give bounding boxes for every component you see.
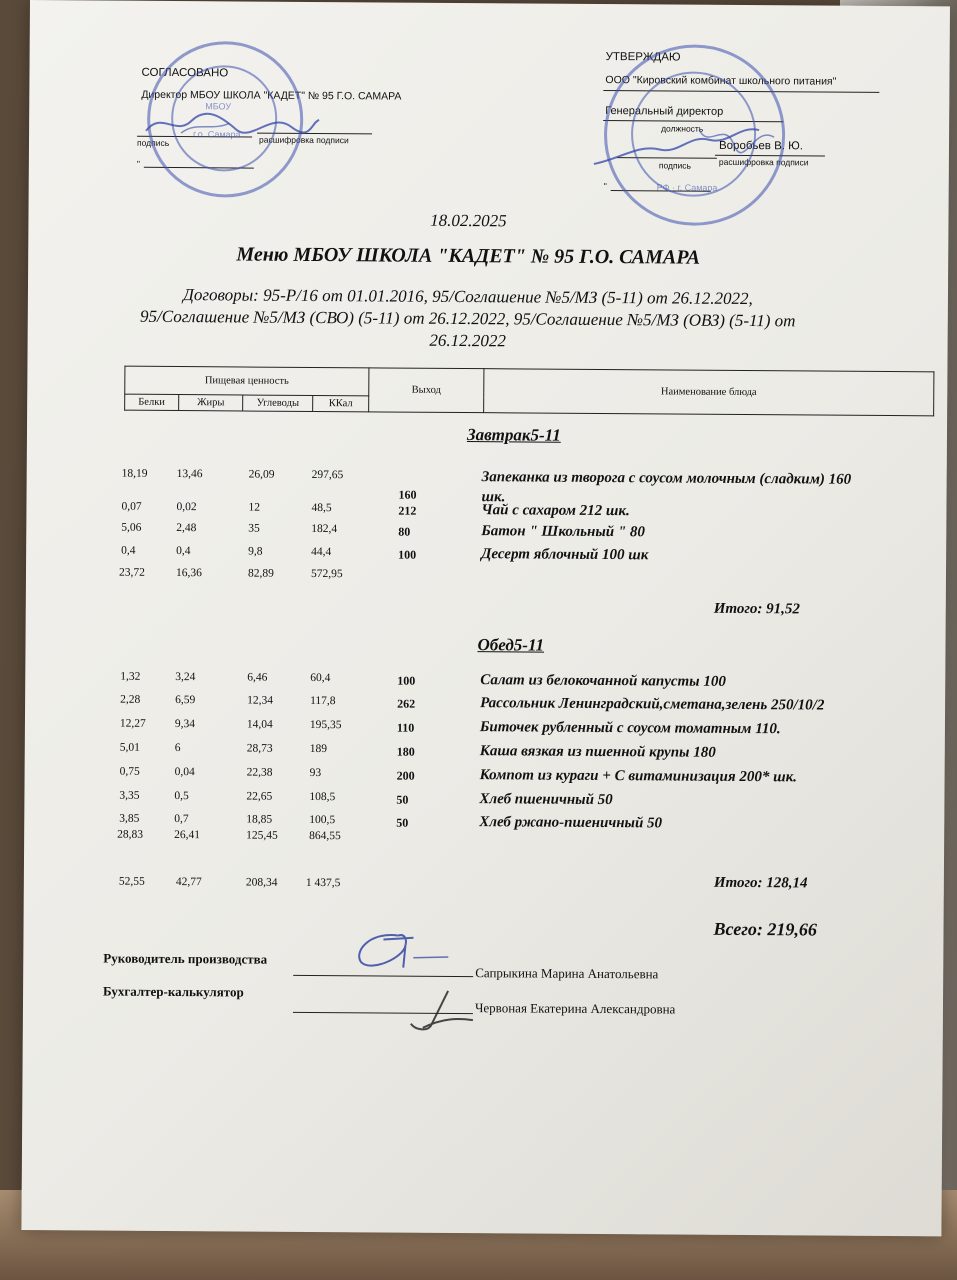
signature-role-2: Бухгалтер-калькулятор — [103, 983, 244, 1000]
cell-output: 100 — [397, 673, 416, 688]
cell-c: 14,04 — [246, 718, 273, 731]
contracts-line-3: 26.12.2022 — [429, 330, 506, 351]
breakfast-total: Итого: 91,52 — [713, 600, 800, 618]
cell-k: 195,35 — [309, 718, 342, 732]
cell-k: 60,4 — [310, 671, 331, 685]
sum-c: 125,45 — [246, 829, 278, 842]
output-header: Выход — [369, 368, 484, 413]
sum-c: 82,89 — [247, 567, 274, 580]
grand-kcal: 1 437,5 — [305, 876, 341, 890]
dish-name: Салат из белокочанной капусты 100 — [480, 672, 726, 690]
cell-f: 3,24 — [175, 671, 196, 684]
cell-output: 160 — [398, 487, 417, 502]
dish-name: Каша вязкая из пшенной крупы 180 — [479, 743, 716, 761]
col-protein: Белки — [125, 394, 179, 410]
cell-b: 0,4 — [121, 544, 136, 557]
approved-right-org: ООО "Кировский комбинат школьного питания" — [605, 74, 837, 88]
cell-f: 9,34 — [174, 718, 196, 731]
cell-f: 0,5 — [174, 790, 189, 803]
right-quote-mark: " — [603, 181, 607, 192]
grand-fat: 42,77 — [175, 876, 202, 889]
cell-k: 93 — [309, 766, 322, 780]
approved-left-position: Директор МБОУ ШКОЛА "КАДЕТ" № 95 Г.О. САМАРА — [141, 88, 402, 103]
cell-b: 3,35 — [119, 789, 140, 802]
dish-name-header: Наименование блюда — [484, 369, 934, 416]
cell-f: 0,4 — [176, 545, 191, 558]
cell-c: 35 — [248, 522, 260, 535]
signature-caption: подпись — [136, 137, 170, 148]
cell-b: 1,32 — [120, 670, 141, 683]
cell-f: 6 — [174, 742, 181, 755]
dish-name: Биточек рубленный с соусом томатным 110. — [479, 719, 781, 738]
lunch-title: Обед5-11 — [477, 635, 545, 655]
contracts-line-1: Договоры: 95-Р/16 от 01.01.2016, 95/Соглашение №5/МЗ (5-11) от 26.12.2022, — [183, 285, 753, 309]
dish-name: Запеканка из творога с соусом молочным (сладким) 160 — [481, 469, 852, 488]
sum-f: 16,36 — [175, 567, 202, 580]
cell-k: 100,5 — [309, 813, 336, 827]
stamp-left-text: МБОУ — [205, 101, 232, 112]
sum-b: 23,72 — [118, 566, 145, 579]
cell-b: 0,07 — [121, 500, 142, 513]
lunch-total: Итого: 128,14 — [713, 874, 808, 892]
decode-caption: расшифровка подписи — [258, 134, 349, 146]
cell-output: 80 — [398, 524, 411, 539]
cell-output: 110 — [396, 720, 415, 735]
cell-k: 44,4 — [311, 545, 332, 559]
dish-name: Батон " Школьный " 80 — [481, 523, 646, 541]
col-kcal: ККал — [313, 395, 369, 411]
page-title: Меню МБОУ ШКОЛА "КАДЕТ" № 95 Г.О. САМАРА — [236, 243, 701, 269]
signature-scribble-left — [141, 101, 321, 147]
approved-right-heading: УТВЕРЖДАЮ — [605, 51, 681, 64]
cell-c: 9,8 — [248, 545, 263, 558]
sum-k: 864,55 — [309, 829, 341, 843]
contracts-line-2: 95/Соглашение №5/МЗ (СВО) (5-11) от 26.12.2022, 95/Соглашение №5/МЗ (ОВЗ) (5-11) от — [140, 306, 796, 331]
menu-document — [21, 0, 950, 1236]
approved-right-name: Воробьев В. Ю. — [718, 139, 804, 153]
cell-k: 108,5 — [309, 790, 336, 804]
cell-b: 2,28 — [120, 693, 141, 706]
cell-f: 0,7 — [174, 813, 189, 826]
cell-b: 3,85 — [119, 812, 140, 825]
cell-b: 12,27 — [119, 717, 146, 730]
breakfast-title: Завтрак5-11 — [466, 425, 561, 445]
sum-k: 572,95 — [310, 567, 343, 581]
cell-k: 182,4 — [311, 522, 338, 536]
cell-c: 12,34 — [247, 694, 274, 707]
grand-carbs: 208,34 — [245, 876, 278, 889]
cell-k: 117,8 — [310, 694, 336, 708]
cell-output: 200 — [396, 768, 415, 783]
cell-f: 2,48 — [176, 522, 197, 535]
cell-c: 12 — [248, 501, 261, 514]
grand-protein: 52,55 — [118, 875, 145, 888]
dish-name: Рассольник Ленинградский,сметана,зелень 250/10/2 — [480, 695, 825, 714]
cell-f: 6,59 — [175, 694, 196, 707]
sum-f: 26,41 — [174, 829, 201, 842]
cell-b: 18,19 — [121, 467, 148, 480]
cell-k: 189 — [309, 742, 328, 756]
grand-total: Всего: 219,66 — [713, 918, 817, 940]
dish-name: Хлеб пшеничный 50 — [479, 791, 613, 809]
signature-line-1 — [293, 975, 473, 977]
cell-k: 48,5 — [311, 501, 332, 515]
dish-name: Компот из кураги + С витаминизация 200* шк. — [479, 767, 798, 786]
cell-output: 100 — [398, 547, 417, 562]
signature-scribble-right — [589, 114, 789, 175]
dish-name: Десерт яблочный 100 шк — [481, 546, 649, 564]
quote-mark: " — [136, 158, 140, 169]
handwritten-signature-2 — [403, 988, 483, 1039]
cell-output: 212 — [398, 503, 417, 518]
cell-output: 50 — [396, 815, 409, 830]
cell-output: 50 — [396, 792, 409, 807]
approved-left-heading: СОГЛАСОВАНО — [141, 66, 229, 80]
cell-output: 262 — [397, 696, 416, 711]
cell-c: 18,85 — [246, 813, 273, 826]
col-fat: Жиры — [178, 395, 243, 411]
cell-b: 5,01 — [119, 741, 140, 754]
cell-b: 0,75 — [119, 765, 140, 778]
signature-name-2: Червоная Екатерина Александровна — [474, 1000, 676, 1017]
cell-f: 13,46 — [176, 468, 203, 481]
signature-role-1: Руководитель производства — [103, 950, 268, 967]
cell-f: 0,04 — [174, 766, 195, 779]
nutrition-header: Пищевая ценность — [125, 366, 369, 396]
table-header — [124, 366, 934, 417]
sum-b: 28,83 — [117, 828, 144, 841]
approved-right-position: Генеральный директор — [605, 105, 724, 118]
dish-name-continued: шк. — [481, 489, 506, 506]
cell-c: 22,65 — [246, 790, 273, 803]
cell-f: 0,02 — [176, 501, 197, 514]
signature-name-1: Сапрыкина Марина Анатольевна — [475, 965, 659, 982]
cell-c: 6,46 — [247, 671, 268, 684]
cell-c: 26,09 — [248, 468, 275, 481]
cell-c: 22,38 — [246, 766, 273, 779]
menu-date: 18.02.2025 — [430, 210, 507, 231]
position-caption: должность — [661, 123, 704, 134]
cell-c: 28,73 — [246, 742, 273, 755]
cell-output: 180 — [396, 744, 415, 759]
cell-b: 5,06 — [121, 521, 142, 534]
dish-name: Хлеб ржано-пшеничный 50 — [479, 814, 663, 832]
right-decode-caption: расшифровка подписи — [718, 156, 809, 168]
stamp-right-text: РФ · г. Самара — [656, 182, 718, 193]
right-signature-caption: подпись — [658, 160, 692, 171]
cell-k: 297,65 — [311, 468, 344, 482]
dish-name: Чай с сахаром 212 шк. — [481, 502, 630, 520]
handwritten-signature-1 — [343, 927, 453, 973]
col-carbs: Углеводы — [243, 395, 313, 411]
stamp-left-city: г.о. Самара — [193, 129, 241, 140]
